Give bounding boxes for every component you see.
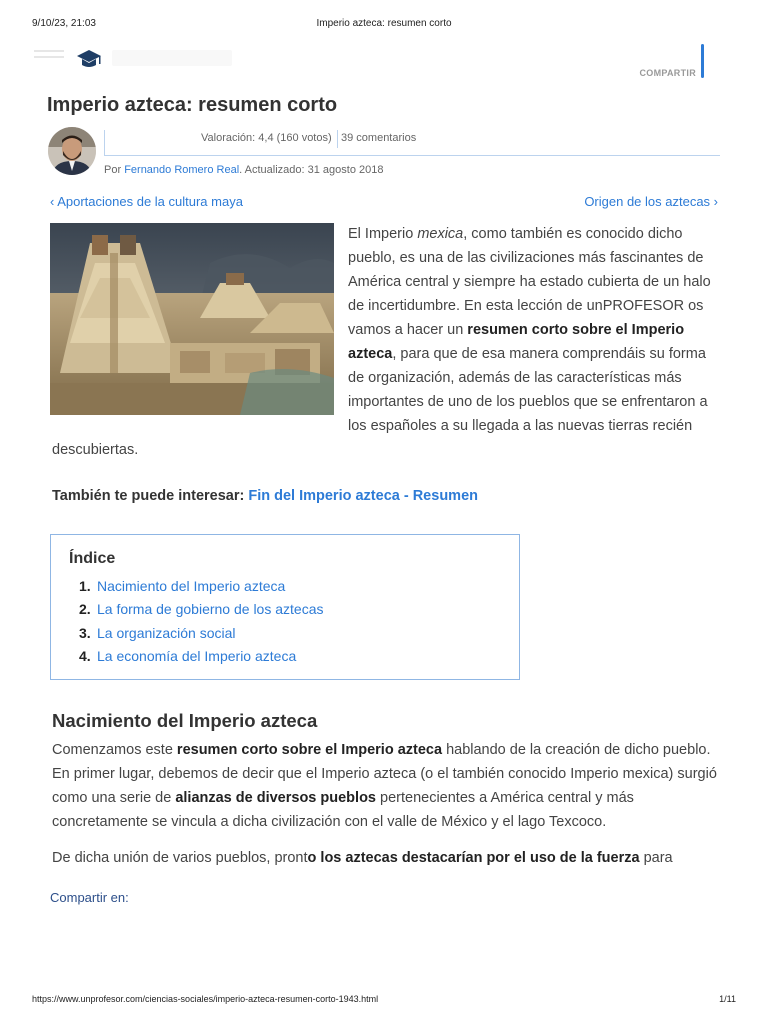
graduation-cap-icon[interactable] (76, 46, 102, 72)
author-line (104, 164, 383, 176)
next-article-link[interactable]: Origen de los aztecas › (584, 194, 718, 209)
print-url: https://www.unprofesor.com/ciencias-sociales/imperio-azteca-resumen-corto-1943.html (32, 994, 379, 1004)
section-paragraph-2: De dicha unión de varios pueblos, pronto los aztecas destacarían por el uso de la fuerza para (52, 850, 673, 866)
menu-icon[interactable] (34, 50, 64, 64)
intro-text-3: , para que de esa manera comprendáis su forma de organización, además de las características más importantes de uno de los pueblos que se enfrentaron a los españoles a su llegada a las nuevas tierras recién descubiertas. (52, 346, 708, 458)
section-heading-nacimiento: Nacimiento del Imperio azteca (52, 710, 318, 731)
toc-item-nacimiento[interactable]: 1. Nacimiento del Imperio azteca (79, 578, 286, 594)
toc-item-economia[interactable]: 4. La economía del Imperio azteca (79, 647, 297, 664)
related-label: También te puede interesar: (52, 488, 249, 504)
article-title: Imperio azteca: resumen corto (47, 94, 338, 116)
table-of-contents (50, 534, 520, 680)
toc-list (79, 575, 323, 668)
updated-date: . Actualizado: 31 agosto 2018 (239, 164, 384, 176)
print-footer (32, 994, 736, 1004)
print-title: Imperio azteca: resumen corto (316, 18, 452, 29)
author-prefix: Por (104, 164, 125, 176)
rating-text[interactable]: Valoración: 4,4 (160 votos) (201, 132, 332, 144)
print-date: 9/10/23, 21:03 (32, 18, 96, 29)
toc-item-organizacion[interactable]: 3. La organización social (79, 624, 236, 641)
share-on-label: Compartir en: (50, 890, 129, 905)
related-article (52, 488, 478, 504)
author-avatar (48, 127, 96, 175)
aztec-city-illustration (50, 223, 334, 415)
comments-link[interactable]: 39 comentarios (341, 132, 417, 144)
share-button[interactable]: COMPARTIR (639, 68, 696, 78)
author-link[interactable]: Fernando Romero Real (124, 164, 240, 176)
intro-text-2: , como también es conocido dicho pueblo, es una de las civilizaciones más fascinantes de América central y siempre ha estado cubierta de un halo de incertidumbre. En esta lección de unPROFESOR os vamos a hacer un (348, 226, 711, 338)
prev-article-link[interactable]: ‹ Aportaciones de la cultura maya (50, 194, 243, 209)
site-topbar (32, 44, 736, 84)
intro-emphasis: mexica (417, 226, 464, 242)
toc-item-gobierno[interactable]: 2. La forma de gobierno de los aztecas (79, 601, 324, 618)
intro-text-1: El Imperio (348, 226, 418, 242)
print-header (32, 18, 736, 32)
meta-divider (337, 130, 338, 148)
share-accent (701, 44, 704, 78)
section-paragraph-1: Comenzamos este resumen corto sobre el Imperio azteca hablando de la creación de dicho pueblo. En primer lugar, debemos de decir que el Imperio azteca (o el también conocido Imperio mexica) surgió como una serie de alianzas de diversos pueblos pertenecientes a América central y más concretamente se vincula a dicha civilización con el valle de México y el lago Texcoco. (52, 742, 717, 830)
intro-bold: resumen corto sobre el Imperio azteca (348, 322, 685, 362)
toc-heading: Índice (69, 550, 116, 567)
section-body (52, 738, 720, 882)
site-logo-text[interactable] (112, 50, 232, 66)
related-link[interactable]: Fin del Imperio azteca - Resumen (248, 488, 478, 504)
print-page-number: 1/11 (719, 994, 736, 1004)
article-meta (104, 130, 720, 156)
